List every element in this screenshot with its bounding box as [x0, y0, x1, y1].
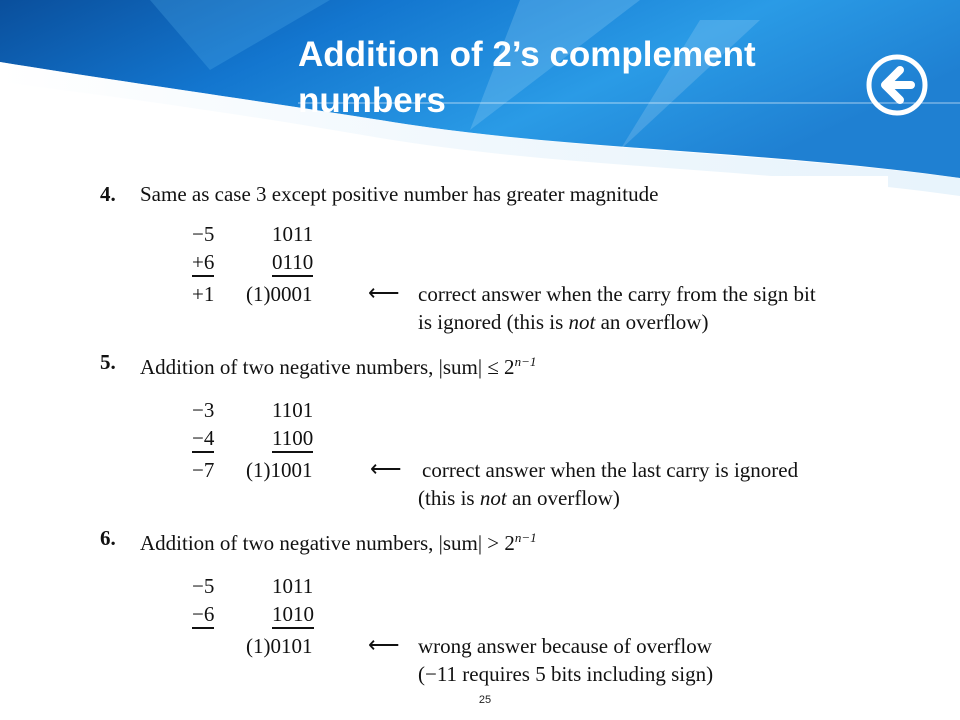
case-number: 5. [100, 350, 116, 374]
binary-operand: 1011 [272, 574, 314, 598]
decimal-result: −7 [192, 458, 215, 482]
binary-operand: 1100 [272, 426, 313, 453]
binary-operand: 1010 [272, 602, 314, 629]
decimal-operand: −4 [192, 426, 214, 453]
binary-result: (1)0001 [246, 282, 313, 306]
decimal-operand: −3 [192, 398, 215, 422]
note-line-1: correct answer when the carry from the sign bit [418, 282, 816, 306]
binary-operand: 1011 [272, 222, 314, 246]
binary-result: (1)1001 [246, 458, 313, 482]
arrow-left-circle-icon[interactable] [864, 52, 930, 118]
binary-operand: 0110 [272, 250, 313, 277]
note-line-2: is ignored (this is not an overflow) [418, 310, 709, 334]
slide-title: Addition of 2’s complement numbers [298, 35, 756, 120]
case-number: 6. [100, 526, 116, 550]
note-line-1: wrong answer because of overflow [418, 634, 712, 658]
decimal-result: +1 [192, 282, 215, 306]
page-number: 25 [478, 694, 492, 706]
decimal-operand: −5 [192, 574, 215, 598]
case-heading: Addition of two negative numbers, $|sum| > 2^{n-1}$ [140, 530, 537, 555]
left-arrow-icon: ⟵ [370, 456, 402, 481]
content-panel [86, 176, 888, 696]
decimal-operand: +6 [192, 250, 214, 277]
note-line-1: correct answer when the last carry is ignored [422, 458, 799, 482]
binary-result: (1)0101 [246, 634, 313, 658]
case-heading: Addition of two negative numbers, $|sum| \le 2^{n-1}$ [140, 354, 537, 379]
left-arrow-icon: ⟵ [368, 632, 400, 657]
decimal-operand: −6 [192, 602, 214, 629]
note-line-2: (−11 requires 5 bits including sign) [418, 662, 714, 686]
binary-operand: 1101 [272, 398, 314, 422]
decimal-operand: −5 [192, 222, 215, 246]
note-line-2: (this is not an overflow) [418, 486, 620, 510]
left-arrow-icon: ⟵ [368, 280, 400, 305]
case-number: 4. [100, 182, 116, 206]
case-heading: Same as case 3 except positive number has greater magnitude [140, 182, 659, 206]
